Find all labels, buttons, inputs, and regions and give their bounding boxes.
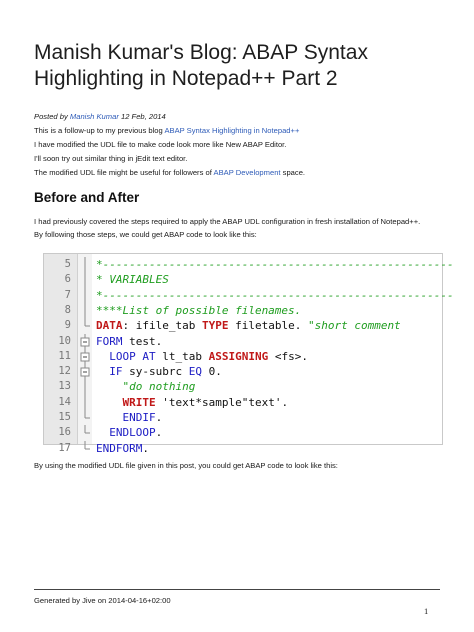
line-number: 11 bbox=[58, 349, 71, 362]
code-text bbox=[96, 334, 162, 349]
code-token: TYPE bbox=[201, 319, 229, 333]
code-text bbox=[96, 303, 301, 318]
line-number: 14 bbox=[58, 395, 71, 408]
section-paragraph-2: By following those steps, we could get ABAP code to look like this: bbox=[34, 229, 257, 239]
footer-text: Generated by Jive on 2014-04-16+02:00 bbox=[34, 596, 171, 605]
code-token: . bbox=[155, 426, 163, 440]
code-token: DATA bbox=[96, 319, 123, 333]
line-number: 15 bbox=[58, 411, 71, 423]
code-text bbox=[96, 425, 162, 440]
code-text bbox=[96, 379, 195, 394]
post-meta bbox=[34, 110, 444, 180]
code-token: ASSIGNING bbox=[208, 349, 269, 363]
code-line bbox=[44, 303, 442, 318]
intro-line-2: I have modified the UDL file to make code look more like New ABAP Editor. bbox=[34, 140, 287, 149]
code-token: filetable. bbox=[228, 319, 308, 333]
page-number: 1 bbox=[424, 606, 429, 616]
line-number: 6 bbox=[64, 273, 71, 286]
code-token: test. bbox=[122, 334, 163, 348]
outro-paragraph: By using the modified UDL file given in this post, you could get ABAP code to look like this: bbox=[34, 461, 338, 470]
code-token: *----------------------------------------------------- bbox=[96, 258, 454, 271]
line-number: 16 bbox=[58, 426, 71, 439]
code-line bbox=[44, 425, 442, 440]
intro-line-3: I'll soon try out similar thing in jEdit text editor. bbox=[34, 154, 188, 163]
code-text bbox=[96, 318, 401, 333]
code-token: : ifile_tab bbox=[122, 319, 202, 333]
code-line bbox=[44, 318, 442, 333]
code-token: *----------------------------------------------------- bbox=[96, 288, 454, 302]
fold-guide-icon bbox=[79, 441, 91, 456]
code-text bbox=[96, 288, 454, 303]
fold-guide-icon bbox=[79, 410, 91, 425]
fold-collapse-icon[interactable] bbox=[79, 334, 91, 349]
fold-collapse-icon[interactable] bbox=[79, 364, 91, 379]
code-token: IF bbox=[96, 365, 123, 379]
fold-collapse-icon[interactable] bbox=[79, 349, 91, 364]
code-token: WRITE bbox=[96, 395, 156, 409]
code-text bbox=[96, 257, 454, 272]
code-token: sy-subrc bbox=[122, 365, 189, 379]
line-number: 9 bbox=[64, 319, 71, 332]
code-text bbox=[96, 410, 162, 425]
line-number: 7 bbox=[64, 288, 71, 301]
intro-line-4 bbox=[34, 166, 444, 180]
code-line bbox=[44, 288, 454, 303]
posted-by-line bbox=[34, 110, 444, 124]
line-number: 17 bbox=[58, 441, 71, 454]
intro-line-1 bbox=[34, 124, 444, 138]
code-token: LOOP AT bbox=[96, 349, 156, 363]
line-number: 5 bbox=[64, 258, 71, 270]
fold-guide-icon bbox=[79, 395, 91, 410]
code-line bbox=[44, 379, 442, 394]
section-paragraph-1: I had previously covered the steps required to apply the ABAP UDL configuration in fresh installation of Notepad++. bbox=[34, 217, 421, 226]
fold-guide-icon bbox=[79, 272, 91, 287]
section-heading: Before and After bbox=[34, 190, 140, 205]
posted-by-label: Posted by bbox=[34, 112, 68, 121]
code-screenshot bbox=[43, 253, 454, 455]
intro-line-4-text: The modified UDL file might be useful for followers of bbox=[34, 168, 212, 177]
code-text bbox=[96, 349, 308, 364]
fold-guide-icon bbox=[79, 379, 91, 394]
line-number: 12 bbox=[58, 365, 71, 378]
code-token: . bbox=[142, 441, 149, 455]
line-number: 13 bbox=[58, 380, 71, 393]
code-token: ENDIF bbox=[96, 411, 156, 424]
code-line bbox=[44, 441, 442, 456]
fold-guide-icon bbox=[79, 425, 91, 440]
code-line bbox=[44, 257, 454, 272]
line-number: 8 bbox=[64, 303, 71, 316]
code-token: 'text*sample"text'. bbox=[155, 395, 289, 409]
code-line bbox=[44, 272, 442, 287]
post-date: 12 Feb, 2014 bbox=[121, 112, 166, 121]
code-token: ENDLOOP bbox=[96, 426, 156, 440]
intro-line-1-text: This is a follow-up to my previous blog bbox=[34, 126, 163, 135]
code-token: "do nothing bbox=[96, 380, 196, 394]
intro-line-4-suffix: space. bbox=[282, 168, 306, 177]
code-text bbox=[96, 272, 169, 287]
code-line bbox=[44, 410, 442, 425]
code-token: <fs>. bbox=[268, 349, 308, 363]
code-token: . bbox=[155, 411, 163, 424]
code-token: * VARIABLES bbox=[96, 273, 169, 287]
code-text bbox=[96, 364, 222, 379]
previous-blog-link[interactable]: ABAP Syntax Highlighting in Notepad++ bbox=[164, 126, 300, 135]
code-token: 0. bbox=[201, 365, 222, 379]
code-token: FORM bbox=[96, 334, 123, 348]
code-token: ENDFORM bbox=[96, 441, 143, 455]
code-line bbox=[44, 349, 442, 364]
code-text bbox=[96, 441, 149, 456]
code-text bbox=[96, 395, 288, 410]
line-number: 10 bbox=[58, 334, 71, 347]
code-line bbox=[44, 364, 442, 379]
abap-development-link[interactable]: ABAP Development bbox=[213, 168, 281, 177]
page-title: Manish Kumar's Blog: ABAP Syntax Highlighting in Notepad++ Part 2 bbox=[34, 41, 368, 90]
fold-guide-icon bbox=[79, 303, 91, 318]
fold-guide-icon bbox=[79, 288, 91, 303]
fold-guide-icon bbox=[79, 318, 91, 333]
fold-guide-icon bbox=[79, 257, 91, 272]
code-token: lt_tab bbox=[155, 349, 209, 363]
author-link[interactable]: Manish Kumar bbox=[69, 112, 119, 121]
section-body bbox=[34, 216, 444, 241]
code-line bbox=[44, 334, 442, 349]
footer-divider bbox=[34, 589, 440, 590]
code-token: EQ bbox=[188, 365, 202, 379]
code-line bbox=[44, 395, 442, 410]
code-token: "short comment bbox=[307, 319, 401, 333]
code-token: ****List of possible filenames. bbox=[96, 303, 302, 317]
